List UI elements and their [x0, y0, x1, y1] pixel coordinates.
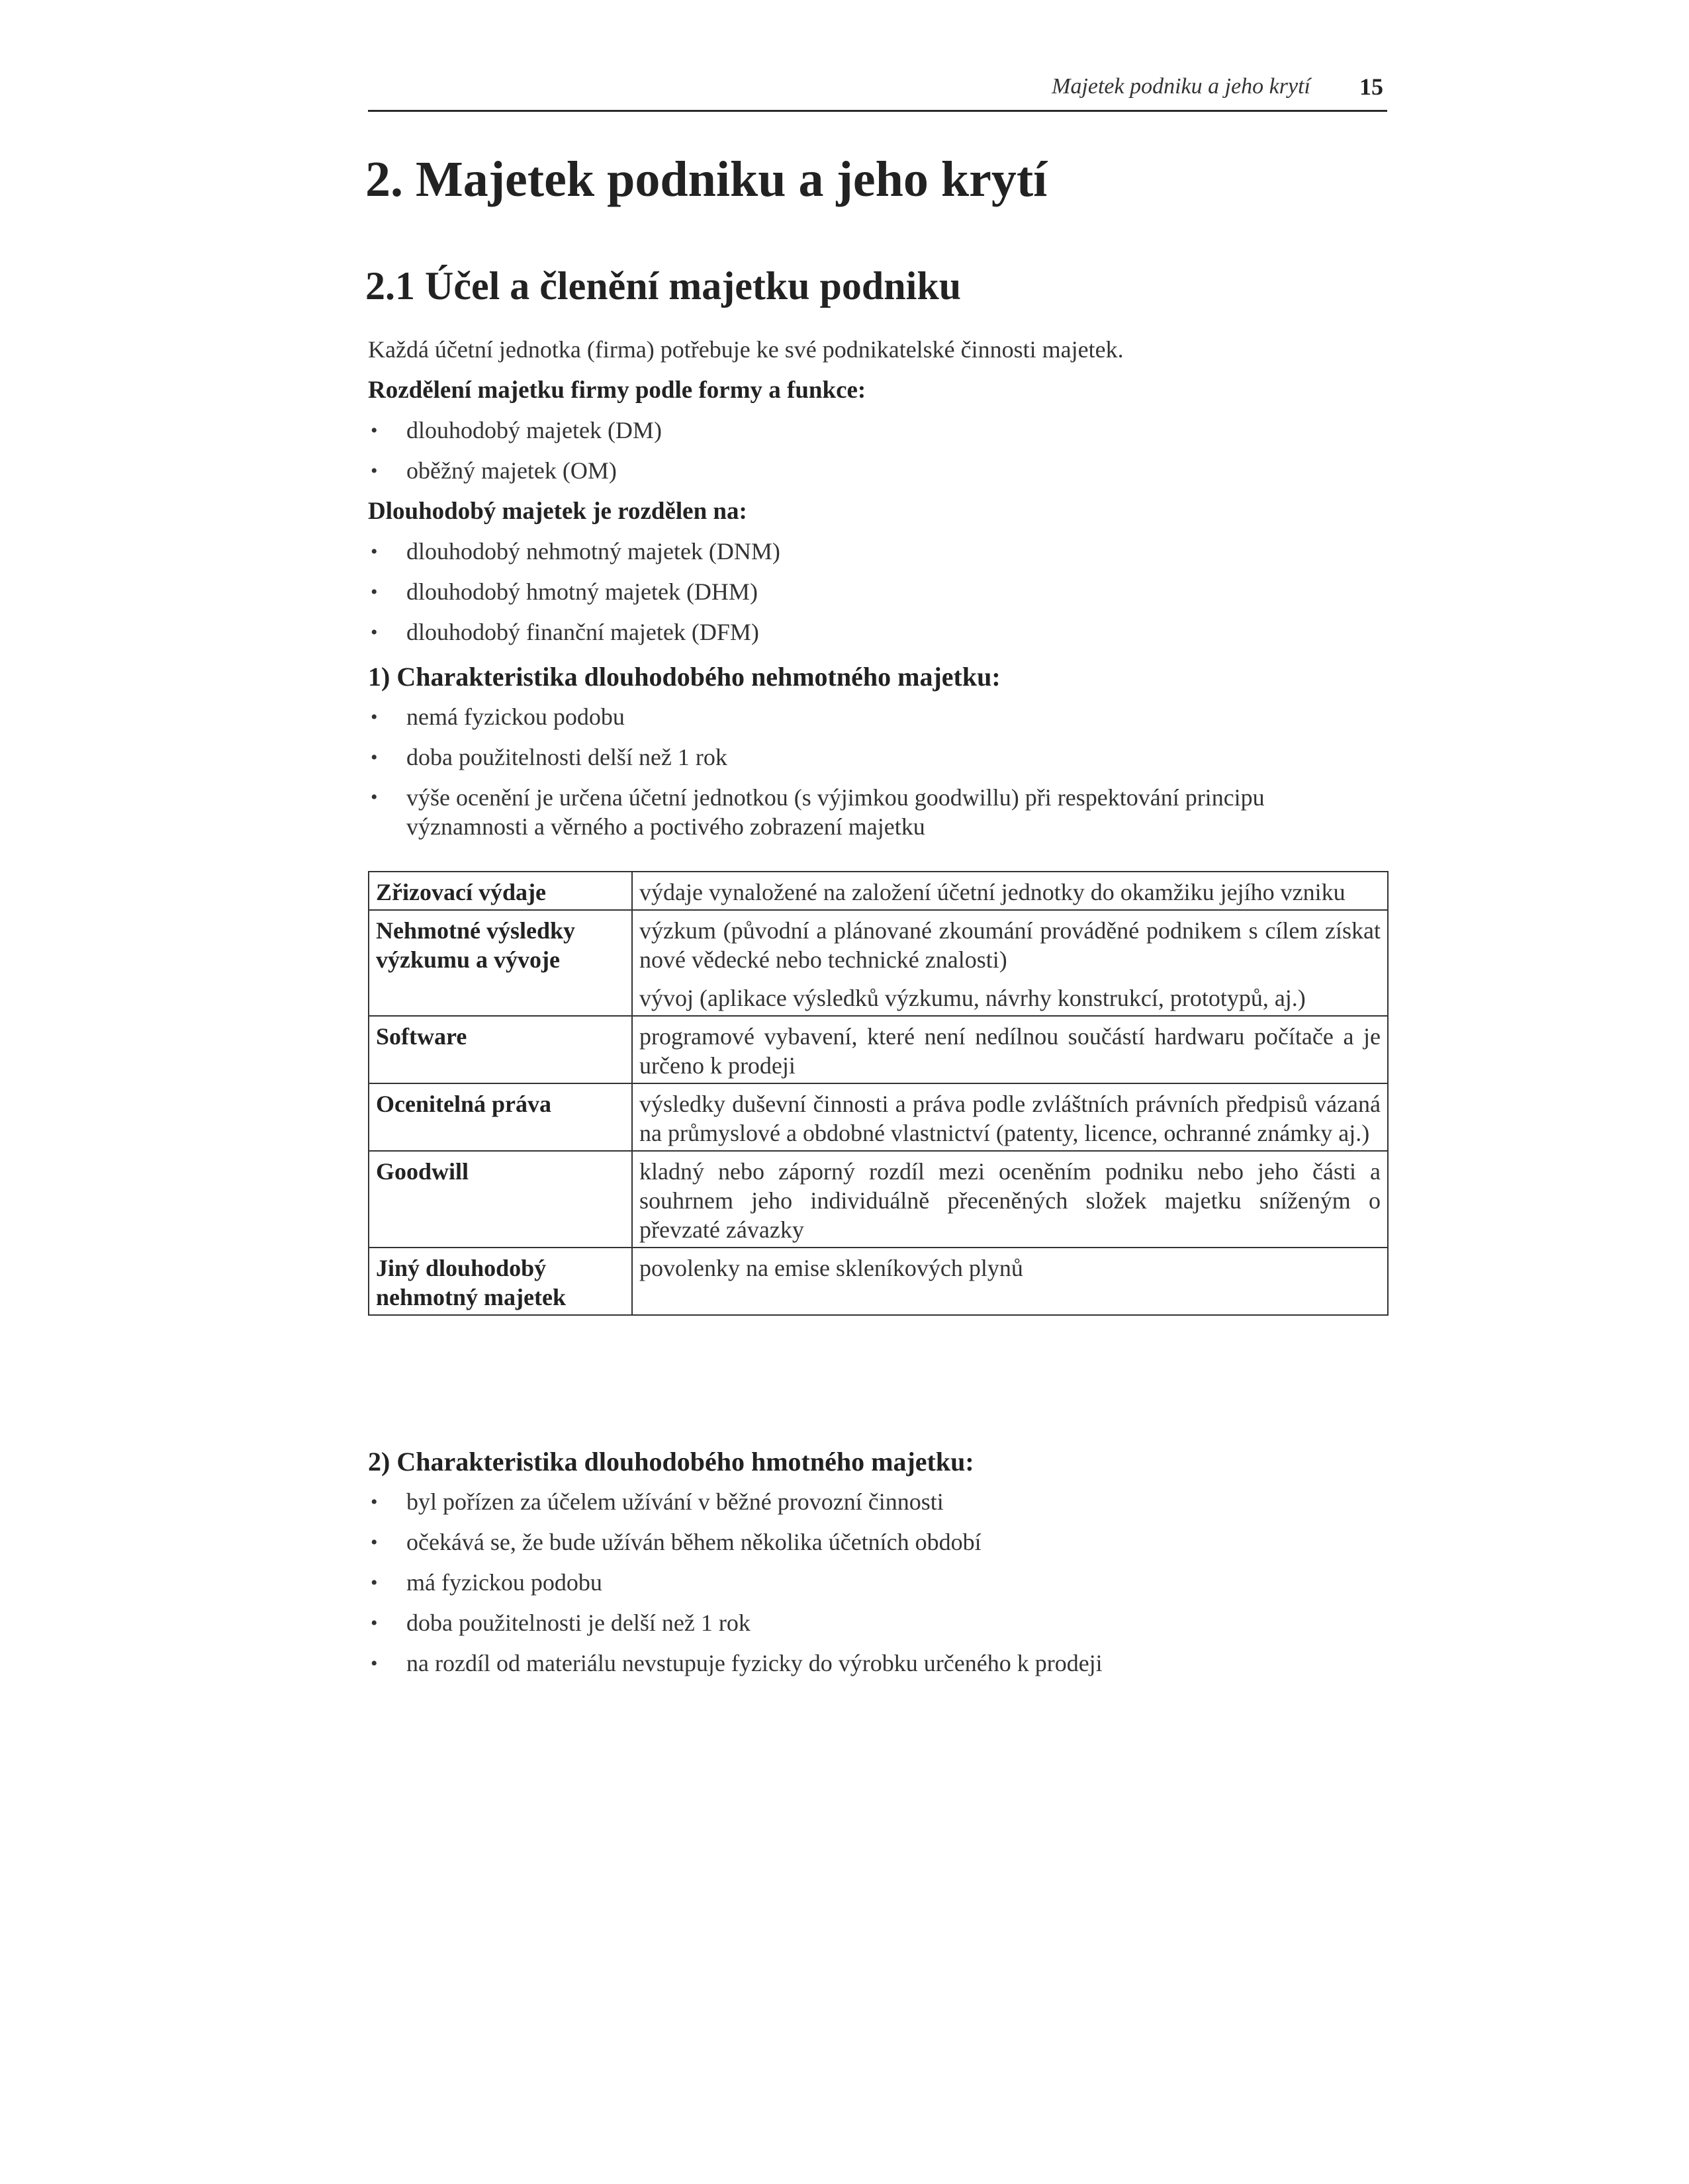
table-row	[369, 872, 1388, 910]
table-term: Software	[369, 1016, 632, 1083]
section-body	[368, 330, 1387, 845]
table-definition	[632, 1083, 1388, 1151]
table-term: Ocenitelná práva	[369, 1083, 632, 1151]
dhm-list	[368, 1482, 1387, 1684]
list-item: • oběžný majetek (OM)	[368, 451, 1387, 491]
definition-text: výzkum (původní a plánované zkoumání prováděné podnikem s cílem získat nové vědecké nebo technické znalosti)	[639, 917, 1381, 973]
table-term: Nehmotné výsledky výzkumu a vývoje	[369, 910, 632, 1016]
dnm-heading: 1) Charakteristika dlouhodobého nehmotného majetku:	[368, 662, 1001, 692]
table-definition	[632, 910, 1388, 1016]
table-term: Goodwill	[369, 1151, 632, 1248]
list-item: • má fyzickou podobu	[368, 1563, 1387, 1603]
list-item: • byl pořízen za účelem užívání v běžné provozní činnosti	[368, 1482, 1387, 1522]
section-title: 2.1 Účel a členění majetku podniku	[365, 264, 962, 308]
list-item: • na rozdíl od materiálu nevstupuje fyzicky do výrobku určeného k prodeji	[368, 1643, 1387, 1684]
dnm-types-table	[368, 871, 1389, 1316]
definition-text: kladný nebo záporný rozdíl mezi oceněním podniku nebo jeho části a souhrnem jeho individuálně přeceněných složek majetku sníženým o převzaté závazky	[639, 1158, 1381, 1243]
page-number: 15	[1359, 73, 1383, 100]
list-item: • doba použitelnosti je delší než 1 rok	[368, 1603, 1387, 1643]
division-list	[368, 410, 1387, 491]
list-item: • doba použitelnosti delší než 1 rok	[368, 737, 1387, 778]
table-definition	[632, 1016, 1388, 1083]
table-term: Zřizovací výdaje	[369, 872, 632, 910]
intro-paragraph: Každá účetní jednotka (firma) potřebuje ke své podnikatelské činnosti majetek.	[368, 336, 1124, 363]
running-header	[368, 69, 1387, 112]
dhm-heading: 2) Charakteristika dlouhodobého hmotného majetku:	[368, 1447, 974, 1477]
table-row	[369, 1151, 1388, 1248]
table-definition	[632, 1151, 1388, 1248]
table-row	[369, 1083, 1388, 1151]
division-heading: Rozdělení majetku firmy podle formy a funkce:	[368, 377, 866, 404]
definition-text: programové vybavení, které není nedílnou součástí hardwaru počítače a je určeno k prodeji	[639, 1023, 1381, 1079]
list-item: • dlouhodobý majetek (DM)	[368, 410, 1387, 451]
definition-text: povolenky na emise skleníkových plynů	[639, 1255, 1023, 1281]
dnm-list	[368, 697, 1387, 845]
definition-text: výdaje vynaložené na založení účetní jednotky do okamžiku jejího vzniku	[639, 879, 1346, 905]
dhm-section	[368, 1441, 1387, 1684]
list-item: • dlouhodobý hmotný majetek (DHM)	[368, 572, 1387, 612]
table-row	[369, 1016, 1388, 1083]
definition-text: výsledky duševní činnosti a práva podle zvláštních právních předpisů vázaná na průmyslové a obdobné vlastnictví (patenty, licence, ochranné známky aj.)	[639, 1091, 1381, 1146]
running-title: Majetek podniku a jeho krytí	[1052, 74, 1310, 99]
list-item: • očekává se, že bude užíván během několika účetních období	[368, 1522, 1387, 1563]
list-item: • dlouhodobý finanční majetek (DFM)	[368, 612, 1387, 653]
list-item: • nemá fyzickou podobu	[368, 697, 1387, 737]
definition-text: vývoj (aplikace výsledků výzkumu, návrhy konstrukcí, prototypů, aj.)	[639, 985, 1306, 1011]
table-definition	[632, 872, 1388, 910]
list-item: • dlouhodobý nehmotný majetek (DNM)	[368, 531, 1387, 572]
list-item: • výše ocenění je určena účetní jednotkou (s výjimkou goodwillu) při respektování principu významnosti a věrného a poctivého zobrazení majetku	[368, 778, 1387, 845]
dm-division-heading: Dlouhodobý majetek je rozdělen na:	[368, 498, 747, 525]
dm-division-list	[368, 531, 1387, 653]
table-definition	[632, 1248, 1388, 1315]
table-term: Jiný dlouhodobý nehmotný majetek	[369, 1248, 632, 1315]
table-row	[369, 910, 1388, 1016]
table-row	[369, 1248, 1388, 1315]
chapter-title: 2. Majetek podniku a jeho krytí	[365, 152, 1048, 207]
